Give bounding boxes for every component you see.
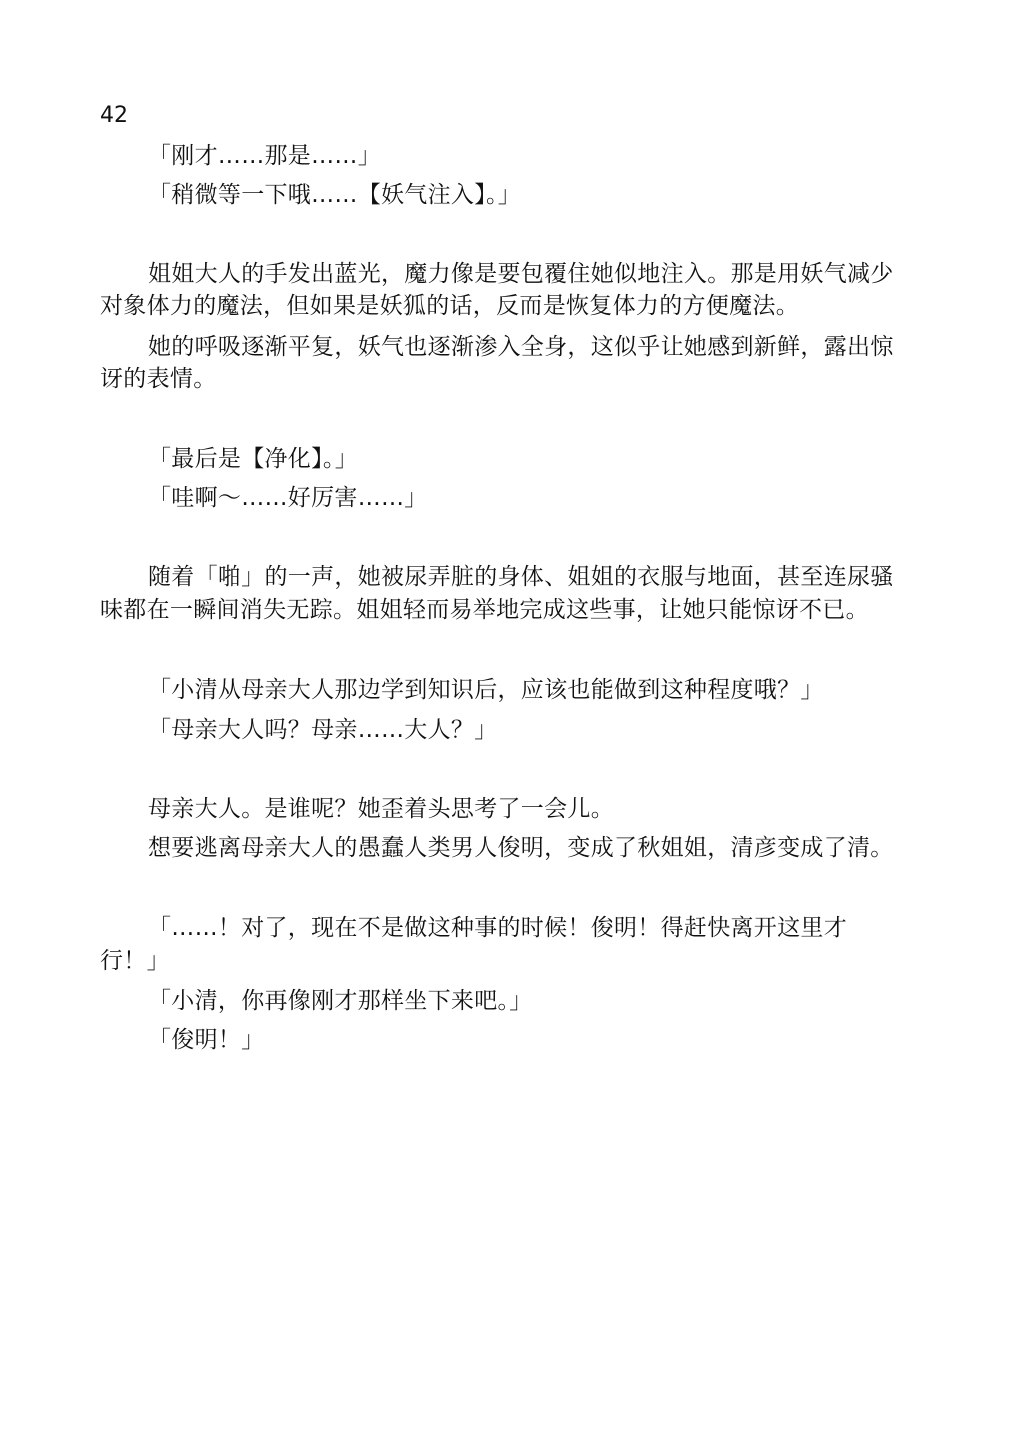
dialogue-line: 「……！对了，现在不是做这种事的时候！俊明！得赶快离开这里才 — [148, 915, 847, 941]
paragraph-line: 她的呼吸逐渐平复，妖气也逐渐渗入全身，这似乎让她感到新鲜，露出惊 — [148, 334, 894, 360]
paragraph-line: 想要逃离母亲大人的愚蠢人类男人俊明，变成了秋姐姐，清彦变成了清。 — [148, 835, 894, 861]
paragraph-line: 对象体力的魔法，但如果是妖狐的话，反而是恢复体力的方便魔法。 — [100, 293, 799, 319]
dialogue-line: 「哇啊～……好厉害……」 — [148, 485, 428, 511]
dialogue-line: 「刚才……那是……」 — [148, 143, 381, 169]
paragraph-line: 母亲大人。是谁呢？她歪着头思考了一会儿。 — [148, 796, 614, 822]
dialogue-line: 行！」 — [100, 948, 170, 974]
paragraph-line: 随着「啪」的一声，她被尿弄脏的身体、姐姐的衣服与地面，甚至连尿骚 — [148, 564, 894, 590]
dialogue-line: 「母亲大人吗？母亲……大人？」 — [148, 717, 498, 743]
page-number: 42 — [100, 103, 128, 128]
dialogue-line: 「小清从母亲大人那边学到知识后，应该也能做到这种程度哦？」 — [148, 677, 824, 703]
dialogue-line: 「稍微等一下哦……【妖气注入】。」 — [148, 182, 522, 208]
dialogue-line: 「最后是【净化】。」 — [148, 446, 358, 472]
dialogue-line: 「小清，你再像刚才那样坐下来吧。」 — [148, 988, 533, 1014]
paragraph-line: 姐姐大人的手发出蓝光，魔力像是要包覆住她似地注入。那是用妖气减少 — [148, 261, 894, 287]
dialogue-line: 「俊明！」 — [148, 1027, 265, 1053]
paragraph-line: 讶的表情。 — [100, 366, 217, 392]
paragraph-line: 味都在一瞬间消失无踪。姐姐轻而易举地完成这些事，让她只能惊讶不已。 — [100, 597, 869, 623]
